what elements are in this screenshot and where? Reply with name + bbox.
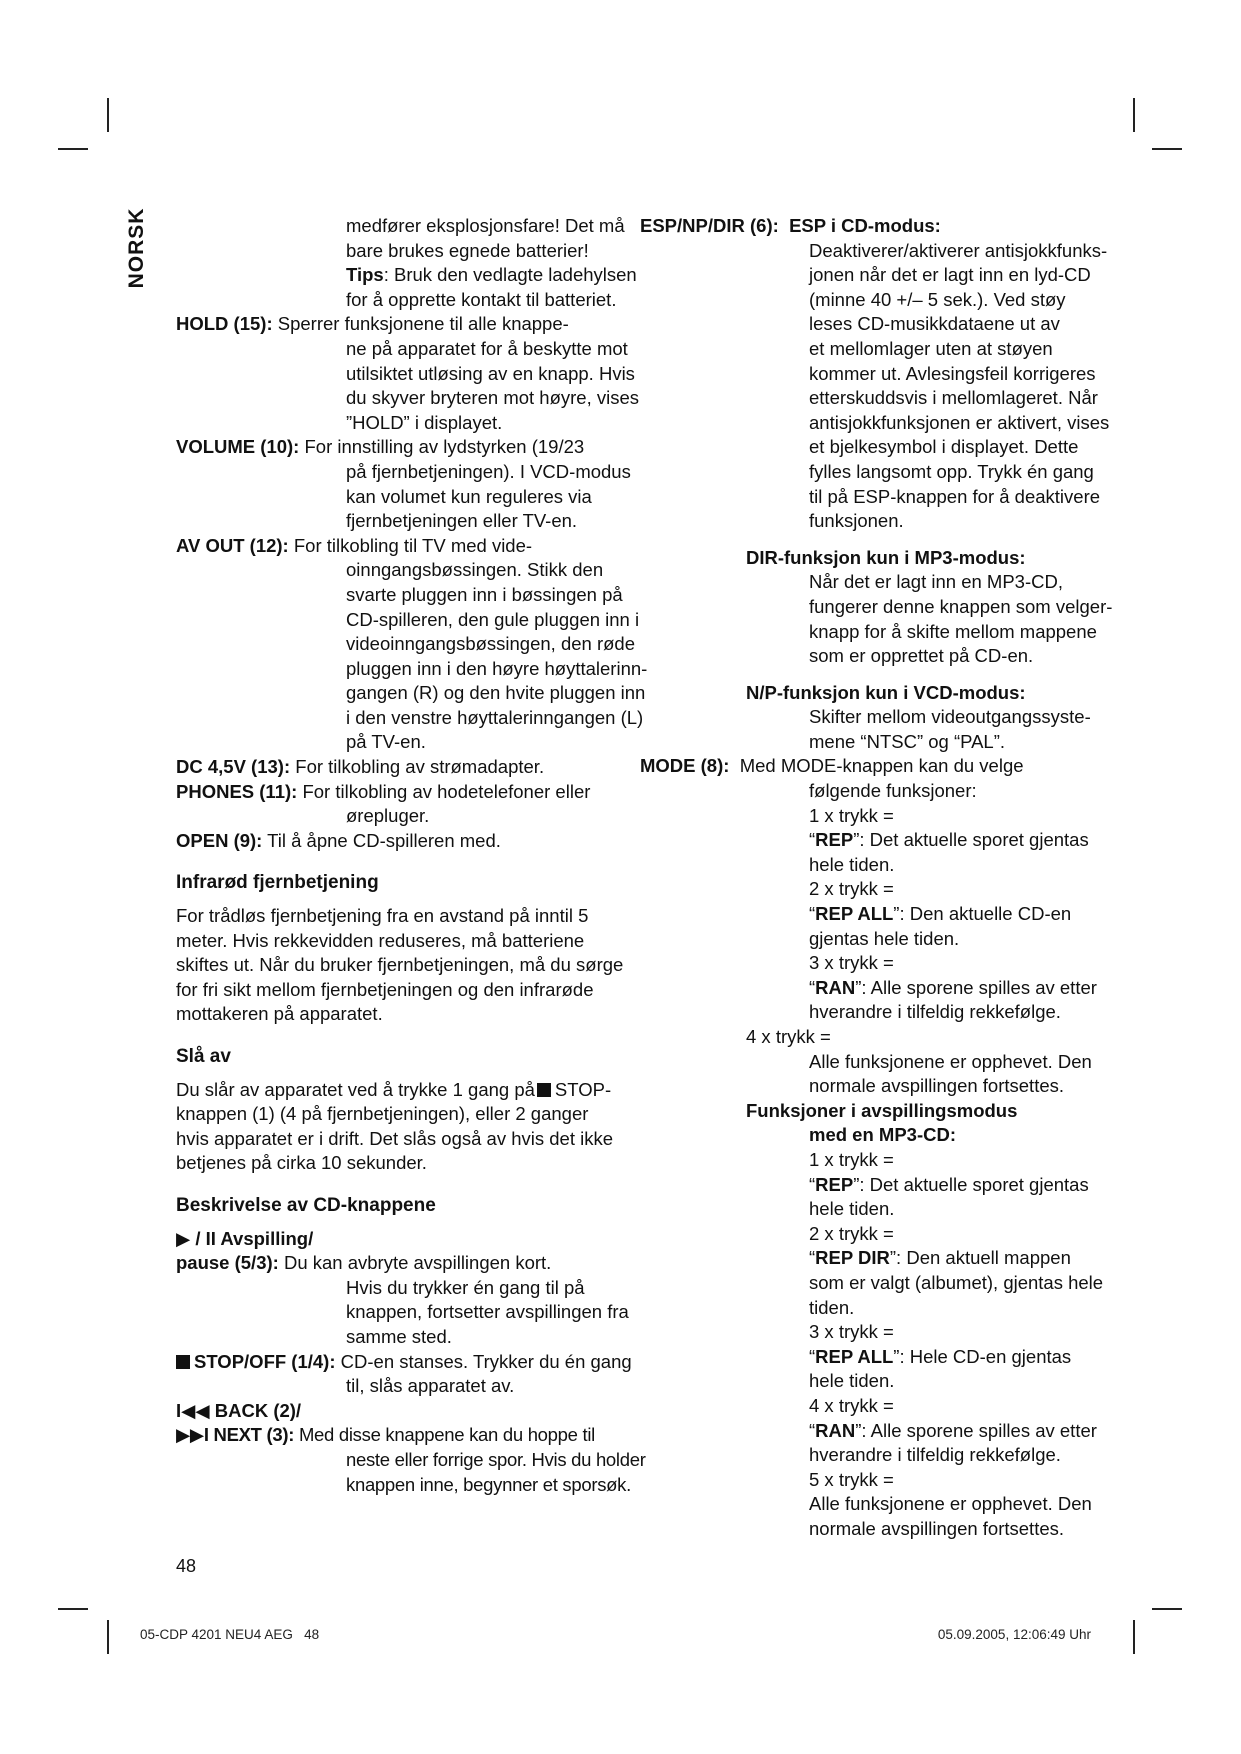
stop-label: STOP/OFF (1/4): [194,1350,336,1372]
text-line: Hvis du trykker én gang til på [346,1276,585,1298]
left-column [176,214,648,1497]
tips-label: Tips [346,264,384,286]
text-line: fungerer denne knappen som velger- [809,595,1113,617]
dc-label: DC 4,5V (13): [176,756,291,778]
mode-rep-name: REP [815,829,854,851]
text-line: fylles langsomt opp. Trykk én gang [809,460,1094,482]
mp3-ran-text: ”: Alle sporene spilles av etter [855,1419,1097,1441]
text-line: CD-spilleren, den gule pluggen inn i [346,608,640,630]
text-line: hele tiden. [809,1198,895,1220]
mp3-rep-line: “REP”: Det aktuelle sporet gjentas [809,1173,1089,1195]
mode-rep-text: ”: Det aktuelle sporet gjentas [853,829,1089,851]
language-tab: NORSK [125,207,148,289]
text-line: hele tiden. [809,853,895,875]
mp3-ran-line: “RAN”: Alle sporene spilles av etter [809,1419,1097,1441]
stop-square-icon [176,1355,190,1369]
mp3-repdir-text: ”: Den aktuell mappen [889,1247,1071,1269]
text-line: som er valgt (albumet), gjentas hele [809,1271,1104,1293]
mp3-title: Funksjoner i avspillingsmodus [746,1099,1018,1121]
text-line: leses CD-musikkdataene ut av [809,313,1060,335]
text-line: følgende funksjoner: [809,780,977,802]
crop-mark [1133,1620,1135,1654]
volume-entry [176,435,626,460]
text-line: medfører eksplosjonsfare! Det må [346,215,625,236]
text-line: gjentas hele tiden. [809,927,960,949]
play-label-line: ▶ / II Avspilling/ [176,1227,314,1249]
text-line: samme sted. [346,1325,452,1347]
stop-entry [176,1350,632,1375]
np-title: N/P-funksjon kun i VCD-modus: [746,681,1026,703]
text-line: 2 x trykk = [809,878,894,900]
text-line: Alle funksjonene er opphevet. Den [809,1050,1092,1072]
text-line: oinngangsbøssingen. Stikk den [346,559,604,581]
text-line: videoinngangsbøssingen, den røde [346,633,635,655]
phones-entry [176,780,626,805]
text-line: normale avspillingen fortsettes. [809,1075,1065,1097]
mp3-repdir-name: REP DIR [815,1247,890,1269]
text-line: (minne 40 +/– 5 sek.). Ved støy [809,288,1066,310]
text-line: til, slås apparatet av. [346,1375,515,1397]
crop-mark [58,1608,88,1610]
remote-paragraph: For trådløs fjernbetjening fra en avstand på inntil 5 meter. Hvis rekkevidden reduseres, må batteriene skiftes ut. Når du bruker fjernbetjeningen, må du sørge for fri sikt mellom fjernbetjeningen og den infrarøde mottakeren på apparatet. [176,905,624,1025]
mp3-repdir-line: “REP DIR”: Den aktuell mappen [809,1247,1071,1269]
crop-mark [1133,98,1135,132]
text-line: Når det er lagt inn en MP3-CD, [809,571,1063,593]
text-line: knappen, fortsetter avspillingen fra [346,1301,629,1323]
volume-text: For innstilling av lydstyrken (19/23 [304,436,585,458]
text-line: utilsiktet utløsing av en knapp. Hvis [346,362,635,384]
esp-title: ESP i CD-modus: [789,215,941,236]
text-line: for å opprette kontakt til batteriet. [346,288,617,310]
crop-mark [107,98,109,132]
text-line: som er opprettet på CD-en. [809,645,1034,667]
text-line: jonen når det er lagt inn en lyd-CD [809,264,1091,286]
text-line: i den venstre høyttalerinngangen (L) [346,706,644,728]
mp3-rep-text: ”: Det aktuelle sporet gjentas [853,1173,1089,1195]
volume-label: VOLUME (10): [176,436,300,458]
text-line: til på ESP-knappen for å deaktivere [809,485,1101,507]
avout-label: AV OUT (12): [176,534,289,556]
text-line: knappen inne, begynner et sporsøk. [346,1473,631,1495]
section-heading-cd-buttons: Beskrivelse av CD-knappene [176,1194,436,1216]
footer-right: 05.09.2005, 12:06:49 Uhr [937,1627,1091,1642]
text-line: ne på apparatet for å beskytte mot [346,337,628,359]
hold-label: HOLD (15): [176,313,273,335]
dc-text: For tilkobling av strømadapter. [295,756,545,778]
section-heading-remote: Infrarød fjernbetjening [176,872,379,894]
crop-mark [107,1620,109,1654]
next-entry [176,1423,626,1448]
crop-mark [1152,1608,1182,1610]
dir-title: DIR-funksjon kun i MP3-modus: [746,546,1026,568]
open-entry [176,829,626,854]
text-line: tiden. [809,1296,855,1318]
text-line: du skyver bryteren mot høyre, vises [346,387,640,409]
text-line: et mellomlager uten at støyen [809,337,1053,359]
dc-entry [176,755,626,780]
text-line: knapp for å skifte mellom mappene [809,620,1097,642]
text-line: Skifter mellom videoutgangssyste- [809,706,1091,728]
text-line: Alle funksjonene er opphevet. Den [809,1493,1092,1515]
esp-label: ESP/NP/DIR (6): [640,215,779,236]
play-entry [176,1251,626,1276]
off-paragraph [176,1078,626,1176]
text-line: funksjonen. [809,510,904,532]
crop-mark [1152,148,1182,150]
footer-left: 05-CDP 4201 NEU4 AEG 48 [140,1627,320,1642]
mode-repall-text: ”: Den aktuelle CD-en [893,903,1072,925]
avout-entry [176,534,626,559]
text-line: bare brukes egnede batterier! [346,239,589,261]
text-line: svarte pluggen inn i bøssingen på [346,583,623,605]
text-line: gangen (R) og den hvite pluggen inn [346,682,646,704]
text-line: hverandre i tilfeldig rekkefølge. [809,1444,1061,1466]
text-line: pluggen inn i den høyre høyttalerinn- [346,657,648,679]
text-line: et bjelkesymbol i displayet. Dette [809,436,1079,458]
avout-text: For tilkobling til TV med vide- [293,534,533,556]
next-label: ▶▶I NEXT (3): [176,1424,295,1446]
text-line: kommer ut. Avlesingsfeil korrigeres [809,362,1096,384]
phones-text: For tilkobling av hodetelefoner eller [302,780,591,802]
esp-entry [640,214,1080,239]
mode-label: MODE (8): [640,755,730,777]
text-line: fjernbetjeningen eller TV-en. [346,510,578,532]
text-line: mene “NTSC” og “PAL”. [809,730,1006,752]
mp3-subtitle: med en MP3-CD: [809,1124,956,1146]
mode-ran-name: RAN [815,976,856,998]
off-text-b: STOP-knappen (1) (4 på fjernbetjeningen), eller 2 ganger hvis apparatet er i drift. Det slås også av hvis det ikke betjenes på cirka 10 sekunder. [176,1078,614,1174]
play-label: pause (5/3): [176,1252,279,1274]
text-line: 1 x trykk = [809,1148,894,1170]
right-column [640,214,1113,1541]
mode-ran-line: “RAN”: Alle sporene spilles av etter [809,976,1097,998]
stop-square-icon [537,1083,551,1097]
crop-mark [58,148,88,150]
text-line: 3 x trykk = [809,952,894,974]
text-line: Deaktiverer/aktiverer antisjokkfunks- [809,239,1108,261]
open-text: Til å åpne CD-spilleren med. [267,829,501,851]
text-line: ørepluger. [346,805,430,827]
tips-line [176,263,637,288]
mp3-repall-name: REP ALL [815,1345,894,1367]
page-number: 48 [176,1556,197,1576]
text-line: 4 x trykk = [809,1394,894,1416]
text-line: normale avspillingen fortsettes. [809,1517,1065,1539]
text-line: hverandre i tilfeldig rekkefølge. [809,1001,1061,1023]
mode-repall-name: REP ALL [815,903,894,925]
mode-repall-line: “REP ALL”: Den aktuelle CD-en [809,903,1072,925]
text-line: ”HOLD” i displayet. [346,411,503,433]
mode-ran-text: ”: Alle sporene spilles av etter [855,976,1097,998]
mode-rep-line: “REP”: Det aktuelle sporet gjentas [809,829,1089,851]
text-line: antisjokkfunksjonen er aktivert, vises [809,411,1110,433]
text-line: 5 x trykk = [809,1468,894,1490]
section-heading-off: Slå av [176,1046,231,1067]
text-line: 4 x trykk = [746,1026,831,1047]
mp3-repall-line: “REP ALL”: Hele CD-en gjentas [809,1345,1072,1367]
text-line: 1 x trykk = [809,804,894,826]
mode-text: Med MODE-knappen kan du velge [739,755,1024,777]
back-label: I◀◀ BACK (2)/ [176,1399,302,1421]
text-line: på TV-en. [346,731,426,753]
text-line: på fjernbetjeningen). I VCD-modus [346,460,631,482]
mp3-rep-name: REP [815,1173,854,1195]
off-text-a: Du slår av apparatet ved å trykke 1 gang på [176,1078,535,1100]
tips-text: : Bruk den vedlagte ladehylsen [383,264,637,286]
mp3-repall-text: ”: Hele CD-en gjentas [893,1345,1072,1367]
phones-label: PHONES (11): [176,780,298,802]
next-text: Med disse knappene kan du hoppe til [298,1424,595,1446]
text-line: 3 x trykk = [809,1321,894,1343]
text-line: hele tiden. [809,1370,895,1392]
mode-entry [640,754,1080,779]
mp3-ran-name: RAN [815,1419,856,1441]
text-line: etterskuddsvis i mellomlageret. Når [809,387,1098,409]
text-line: 2 x trykk = [809,1222,894,1244]
hold-entry [176,312,626,337]
open-label: OPEN (9): [176,829,263,851]
stop-text: CD-en stanses. Trykker du én gang [340,1350,632,1372]
text-line: neste eller forrige spor. Hvis du holder [346,1448,646,1470]
play-text: Du kan avbryte avspillingen kort. [283,1252,552,1274]
hold-text: Sperrer funksjonene til alle knappe- [277,313,569,335]
text-line: kan volumet kun reguleres via [346,485,592,507]
